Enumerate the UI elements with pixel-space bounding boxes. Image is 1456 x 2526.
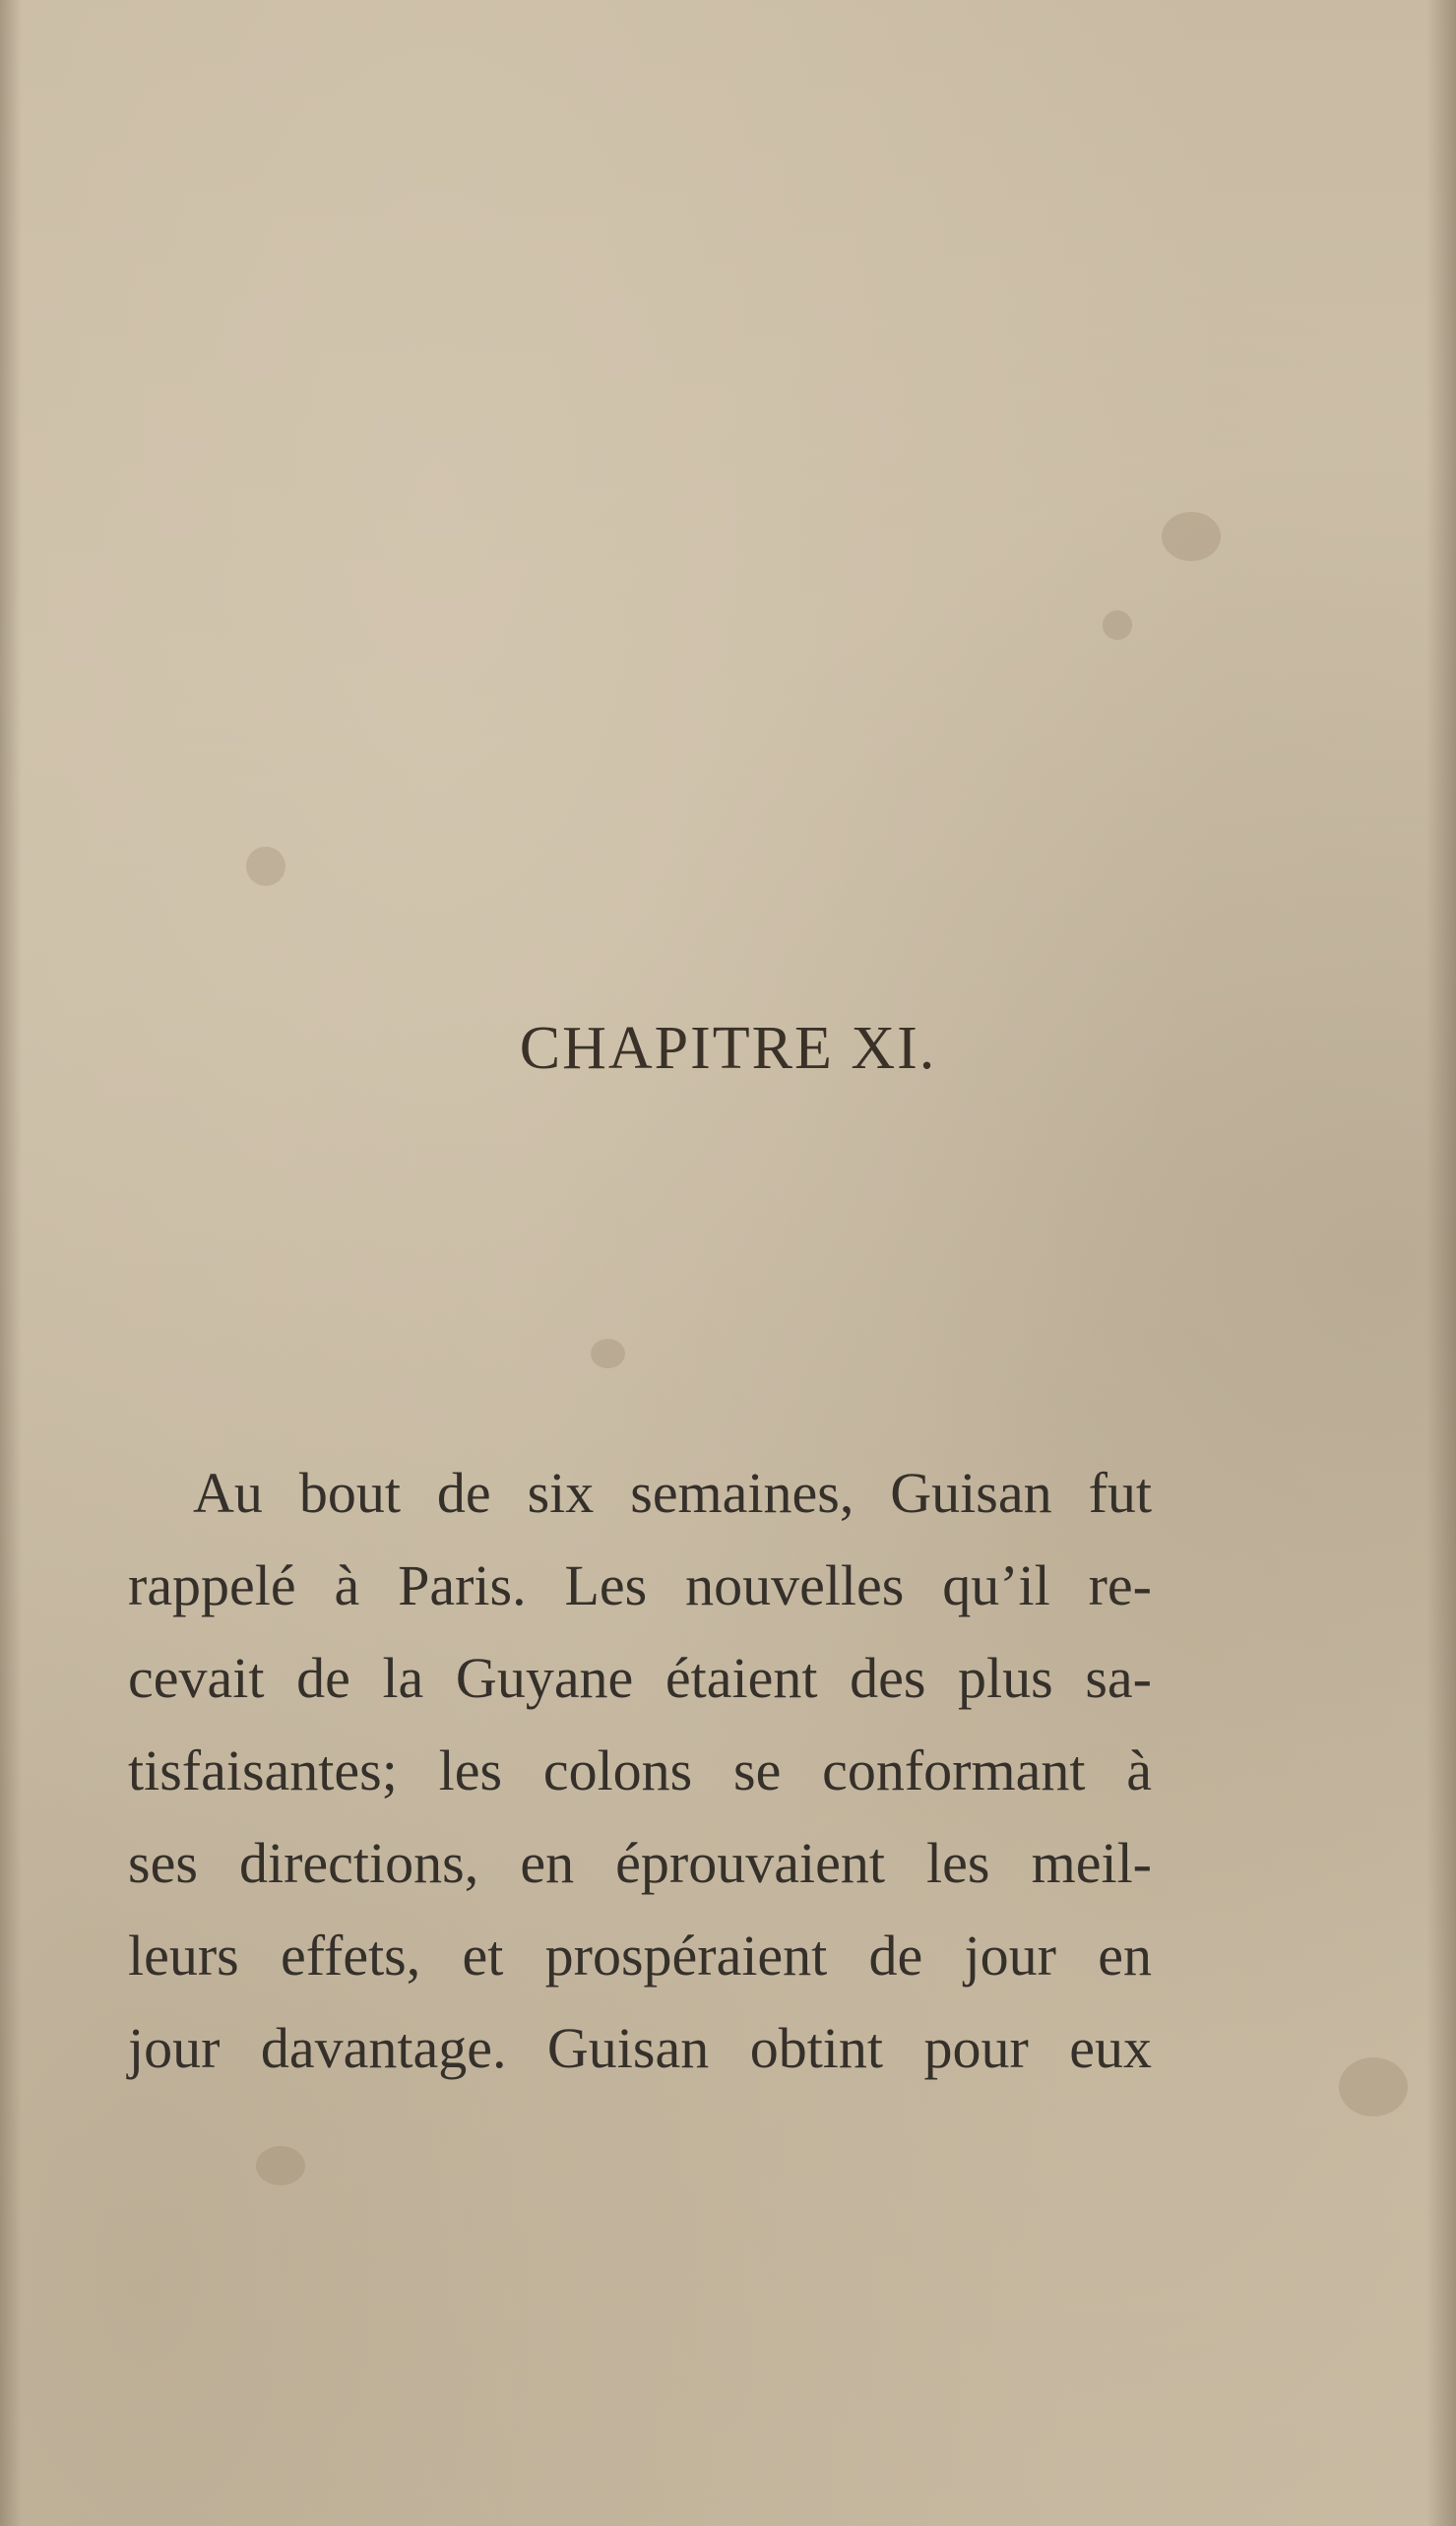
- paragraph-line: leurs effets, et prospéraient de jour en: [128, 1924, 1152, 1988]
- paper-stain: [591, 1339, 625, 1368]
- paragraph-line: ses directions, en éprouvaient les meil-: [128, 1831, 1152, 1895]
- paper-stain: [1339, 2057, 1408, 2116]
- paragraph-line: tisfaisantes; les colons se conformant à: [128, 1738, 1152, 1802]
- chapter-paragraph: [128, 1447, 1152, 2095]
- paper-stain: [1162, 512, 1221, 561]
- page-edge-shadow-right: [1426, 0, 1456, 2526]
- paper-stain: [1103, 610, 1132, 640]
- paragraph-line: cevait de la Guyane étaient des plus sa-: [128, 1646, 1152, 1710]
- paper-stain: [246, 847, 285, 886]
- page-edge-shadow-left: [0, 0, 22, 2526]
- paragraph-line: jour davantage. Guisan obtint pour eux: [128, 2016, 1152, 2080]
- chapter-title: CHAPITRE XI.: [519, 1015, 937, 1082]
- paper-stain: [256, 2146, 305, 2185]
- paragraph-line: rappelé à Paris. Les nouvelles qu’il re-: [128, 1553, 1152, 1617]
- paragraph-line: Au bout de six semaines, Guisan fut: [193, 1461, 1152, 1525]
